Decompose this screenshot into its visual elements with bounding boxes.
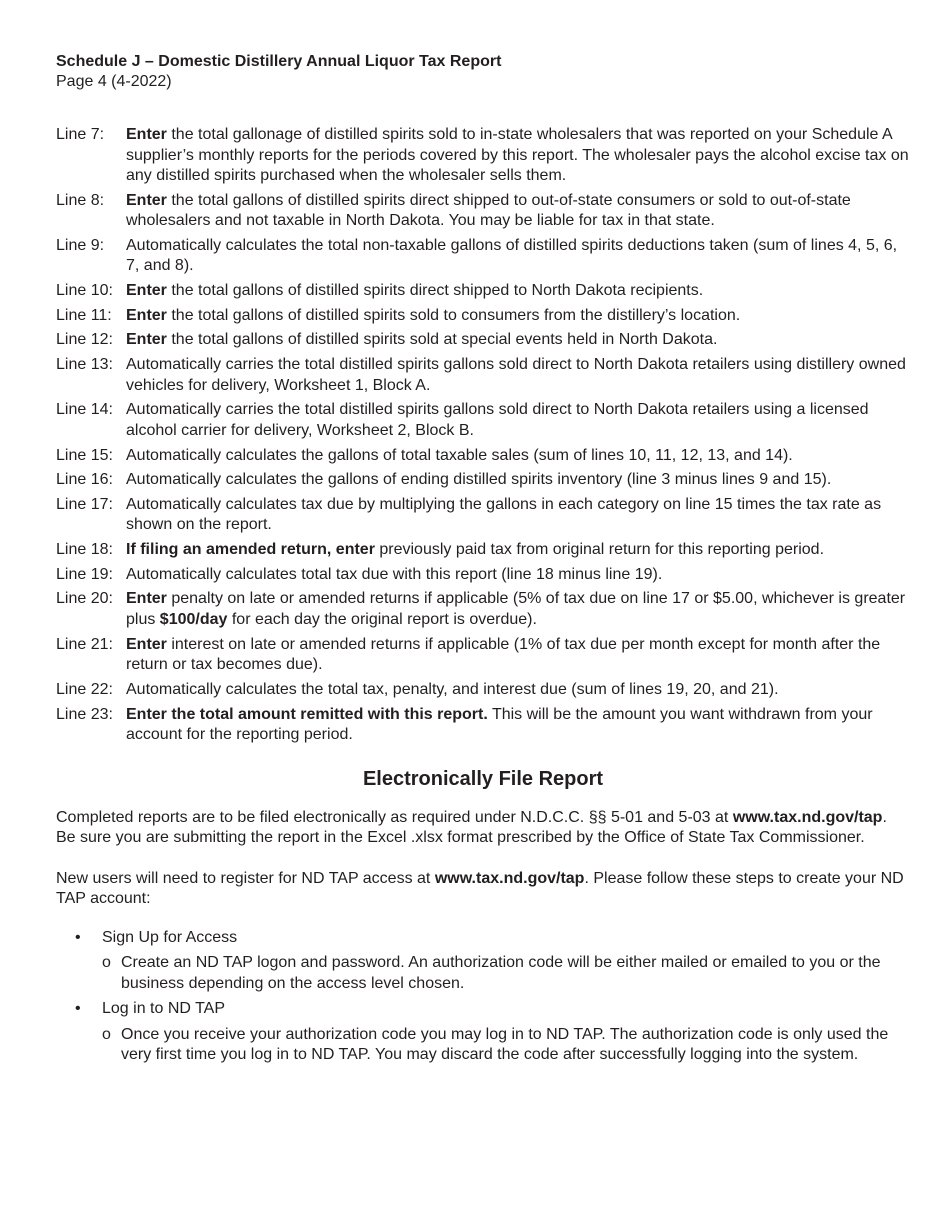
line-number: Line 13: bbox=[56, 356, 113, 374]
line-instruction bbox=[56, 565, 910, 586]
line-number: Line 15: bbox=[56, 446, 113, 464]
line-number: Line 7: bbox=[56, 126, 105, 143]
line-description: Automatically calculates the gallons of total taxable sales (sum of lines 10, 11, 12, 13, and 14). bbox=[126, 446, 793, 464]
line-number: Line 21: bbox=[56, 635, 113, 653]
step-detail: Once you receive your authorization code you may log in to ND TAP. The authorization code is only used the very first time you log in to ND TAP. You may discard the code after successfully logging into the system. bbox=[121, 1025, 889, 1063]
line-instruction bbox=[56, 330, 910, 351]
tap-link[interactable]: www.tax.nd.gov/tap bbox=[732, 808, 883, 826]
tap-link[interactable]: www.tax.nd.gov/tap bbox=[434, 869, 585, 887]
line-instruction bbox=[56, 470, 910, 491]
line-instruction bbox=[56, 281, 910, 302]
document-title: Schedule J – Domestic Distillery Annual Liquor Tax Report bbox=[56, 53, 502, 70]
sub-list-item bbox=[102, 953, 910, 994]
sub-bullet-marker: o bbox=[102, 1025, 111, 1043]
line-description: Enter the total gallons of distilled spirits direct shipped to out-of-state consumers or sold to out-of-state wholesalers and not taxable in North Dakota. You may be liable for tax in that state. bbox=[126, 191, 851, 230]
line-instruction bbox=[56, 125, 910, 187]
line-number: Line 22: bbox=[56, 680, 113, 698]
line-description: Automatically calculates the gallons of ending distilled spirits inventory (line 3 minus lines 9 and 15). bbox=[126, 471, 832, 489]
step-label: Sign Up for Access bbox=[102, 928, 238, 946]
list-item bbox=[56, 999, 910, 1020]
line-number: Line 20: bbox=[56, 590, 113, 608]
line-number: Line 17: bbox=[56, 495, 113, 513]
line-description: If filing an amended return, enter previously paid tax from original return for this reporting period. bbox=[126, 541, 825, 559]
line-instruction bbox=[56, 446, 910, 467]
line-instructions bbox=[56, 125, 910, 746]
line-number: Line 12: bbox=[56, 331, 113, 349]
line-instruction bbox=[56, 540, 910, 561]
line-instruction bbox=[56, 705, 910, 746]
line-number: Line 8: bbox=[56, 191, 105, 209]
bullet-marker: • bbox=[75, 1000, 81, 1017]
line-instruction bbox=[56, 306, 910, 327]
line-description: Automatically calculates the total tax, penalty, and interest due (sum of lines 19, 20, and 21). bbox=[126, 680, 779, 698]
steps-list bbox=[56, 928, 910, 1066]
line-instruction bbox=[56, 191, 910, 232]
line-description: Enter the total gallonage of distilled spirits sold to in-state wholesalers that was reported on your Schedule A supplier’s monthly reports for the periods covered by this report. The wholesaler pays the alcohol excise tax on any distilled spirits purchased when the wholesaler sells them. bbox=[126, 126, 909, 184]
line-instruction bbox=[56, 680, 910, 701]
line-number: Line 14: bbox=[56, 401, 113, 419]
line-number: Line 10: bbox=[56, 282, 113, 300]
step-detail: Create an ND TAP logon and password. An authorization code will be either mailed or emailed to you or the business depending on the access level chosen. bbox=[121, 954, 881, 992]
line-number: Line 9: bbox=[56, 236, 105, 254]
sub-list-item bbox=[102, 1025, 910, 1066]
filing-paragraph: Completed reports are to be filed electronically as required under N.D.C.C. §§ 5-01 and 5-03 at www.tax.nd.gov/tap. Be sure you are submitting the report in the Excel .xlsx format prescribed by the Office of State Tax Commissioner. bbox=[56, 808, 887, 846]
line-number: Line 16: bbox=[56, 471, 113, 489]
bullet-marker: • bbox=[75, 928, 81, 946]
line-instruction bbox=[56, 589, 910, 630]
line-instruction bbox=[56, 236, 910, 277]
line-number: Line 11: bbox=[56, 306, 112, 324]
page-number: Page 4 (4-2022) bbox=[56, 73, 172, 90]
line-description: Automatically carries the total distilled spirits gallons sold direct to North Dakota retailers using distillery owned vehicles for delivery, Worksheet 1, Block A. bbox=[126, 356, 906, 394]
line-instruction bbox=[56, 495, 910, 536]
list-item bbox=[56, 928, 910, 949]
register-paragraph: New users will need to register for ND TAP access at www.tax.nd.gov/tap. Please follow these steps to create your ND TAP account: bbox=[56, 869, 904, 907]
line-description: Automatically calculates total tax due with this report (line 18 minus line 19). bbox=[126, 565, 663, 583]
sub-bullet-marker: o bbox=[102, 954, 111, 971]
line-description: Enter the total gallons of distilled spirits direct shipped to North Dakota recipients. bbox=[126, 282, 704, 300]
line-description: Automatically calculates tax due by multiplying the gallons in each category on line 15 times the tax rate as shown on the report. bbox=[126, 495, 882, 534]
line-description: Enter penalty on late or amended returns if applicable (5% of tax due on line 17 or $5.00, whichever is greater plus $100/day for each day the original report is overdue). bbox=[126, 590, 906, 628]
line-description: Enter the total amount remitted with this report. This will be the amount you want withdrawn from your account for the reporting period. bbox=[126, 705, 873, 743]
line-description: Enter the total gallons of distilled spirits sold to consumers from the distillery’s location. bbox=[126, 306, 741, 324]
line-description: Automatically calculates the total non-taxable gallons of distilled spirits deductions taken (sum of lines 4, 5, 6, 7, and 8). bbox=[126, 236, 898, 275]
line-number: Line 23: bbox=[56, 705, 113, 723]
line-number: Line 18: bbox=[56, 541, 113, 559]
line-instruction bbox=[56, 355, 910, 396]
line-number: Line 19: bbox=[56, 565, 113, 583]
line-instruction bbox=[56, 400, 910, 441]
step-label: Log in to ND TAP bbox=[102, 1000, 226, 1017]
line-description: Enter interest on late or amended returns if applicable (1% of tax due per month except for month after the return or tax becomes due). bbox=[126, 635, 881, 674]
line-description: Automatically carries the total distilled spirits gallons sold direct to North Dakota retailers using a licensed alcohol carrier for delivery, Worksheet 2, Block B. bbox=[126, 401, 869, 439]
line-instruction bbox=[56, 635, 910, 676]
line-description: Enter the total gallons of distilled spirits sold at special events held in North Dakota. bbox=[126, 331, 718, 349]
section-title: Electronically File Report bbox=[362, 767, 604, 790]
